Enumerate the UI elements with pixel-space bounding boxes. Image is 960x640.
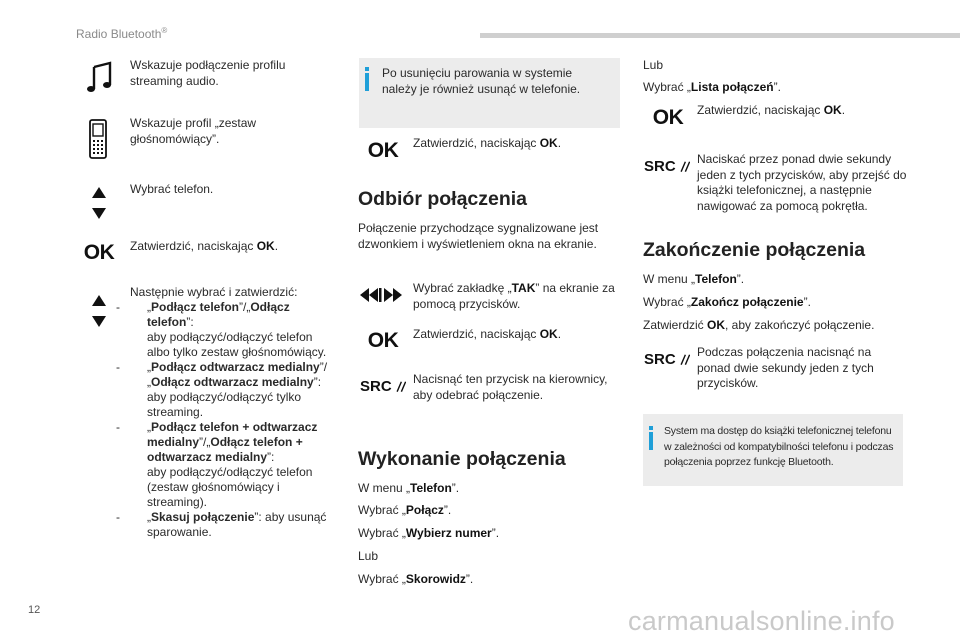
section-heading-end-call: Zakończenie połączenia xyxy=(643,239,866,261)
profile-streaming-text: Wskazuje podłączenie profilu streaming audio. xyxy=(130,58,286,88)
page-number: 12 xyxy=(28,604,41,616)
confirm-ok-text: Zatwierdzić, naciskając OK. xyxy=(413,136,562,150)
phonebook-navigation-text: Naciskać przez ponad dwie sekundy jeden z tych przycisków, aby przejść do książki telefonicznej, a następnie nawigować za pomocą pokrętła. xyxy=(697,152,907,213)
answer-call-text: Nacisnąć ten przycisk na kierownicy, aby odebrać połączenie. xyxy=(413,372,608,402)
section-heading-receive-call: Odbiór połączenia xyxy=(358,188,528,210)
select-phone-text: Wybrać telefon. xyxy=(130,182,214,196)
or-text: Lub xyxy=(643,58,664,72)
next-select-intro: Następnie wybrać i zatwierdzić: xyxy=(130,285,298,299)
src-phone-icon: SRC xyxy=(360,376,406,396)
confirm-ok-text: Zatwierdzić, naciskając OK. xyxy=(413,327,562,341)
ok-icon: OK xyxy=(83,241,115,264)
select-call-list-text: Wybrać „Lista połączeń”. xyxy=(643,80,781,94)
menu-step: W menu „Telefon”. xyxy=(643,272,745,286)
menu-step: Wybrać „Połącz”. xyxy=(358,503,452,517)
info-box-phonebook xyxy=(643,414,903,486)
up-down-arrows-icon xyxy=(90,293,108,329)
src-phone-icon: SRC xyxy=(644,156,690,176)
section-heading-make-call: Wykonanie połączenia xyxy=(358,448,566,470)
page-header-title: Radio Bluetooth® xyxy=(76,26,168,41)
select-tab-text: Wybrać zakładkę „TAK” na ekranie za pomocą przycisków. xyxy=(413,281,615,311)
menu-step: W menu „Telefon”. xyxy=(358,481,460,495)
ok-icon: OK xyxy=(367,329,399,352)
list-item: - „Podłącz telefon + odtwarzacz medialny”/„Odłącz telefon + odtwarzacz medialny”: aby podłączyć/odłączyć telefon (zestaw głośnomówiący i streaming). xyxy=(116,420,318,509)
info-box-unpair xyxy=(359,58,620,128)
info-icon xyxy=(365,67,369,91)
info-text: System ma dostęp do książki telefonicznej telefonu w zależności od kompatybilności telefonu i podczas połączenia poprzez funkcję Bluetooth. xyxy=(664,425,894,468)
list-item: - „Podłącz odtwarzacz medialny”/„Odłącz odtwarzacz medialny”: aby podłączyć/odłączyć tylko streaming. xyxy=(116,360,328,419)
src-phone-icon: SRC xyxy=(644,349,690,369)
menu-step: Wybrać „Wybierz numer”. xyxy=(358,526,500,540)
up-down-arrows-icon xyxy=(90,185,108,221)
end-call-buttons-text: Podczas połączenia nacisnąć na ponad dwie sekundy jeden z tych przycisków. xyxy=(697,345,874,390)
menu-step: Zatwierdzić OK, aby zakończyć połączenie. xyxy=(643,318,875,332)
list-item: - „Podłącz telefon”/„Odłącz telefon”: aby podłączyć/odłączyć telefon albo tylko zestaw głośnomówiący. xyxy=(116,300,327,359)
music-note-icon xyxy=(84,60,116,94)
connection-options-list xyxy=(116,300,331,540)
menu-step: Wybrać „Skorowidz”. xyxy=(358,572,474,586)
ok-icon: OK xyxy=(367,139,399,162)
menu-step: Wybrać „Zakończ połączenie”. xyxy=(643,295,811,309)
header-bar xyxy=(480,33,960,38)
info-icon xyxy=(649,426,653,450)
confirm-ok-text: Zatwierdzić, naciskając OK. xyxy=(697,103,846,117)
watermark: carmanualsonline.info xyxy=(628,606,895,636)
prev-next-icon xyxy=(358,286,404,304)
confirm-ok-text: Zatwierdzić, naciskając OK. xyxy=(130,239,279,253)
menu-step: Lub xyxy=(358,549,379,563)
list-item: - „Skasuj połączenie”: aby usunąć sparowanie. xyxy=(116,510,327,539)
info-text: Po usunięciu parowania w systemie należy je również usunąć w telefonie. xyxy=(382,66,581,96)
phone-handset-icon xyxy=(86,118,110,160)
ok-icon: OK xyxy=(652,106,684,129)
incoming-call-paragraph: Połączenie przychodzące sygnalizowane jest dzwonkiem i wyświetleniem okna na ekranie. xyxy=(358,221,599,251)
profile-handsfree-text: Wskazuje profil „zestaw głośnomówiący”. xyxy=(130,116,257,146)
